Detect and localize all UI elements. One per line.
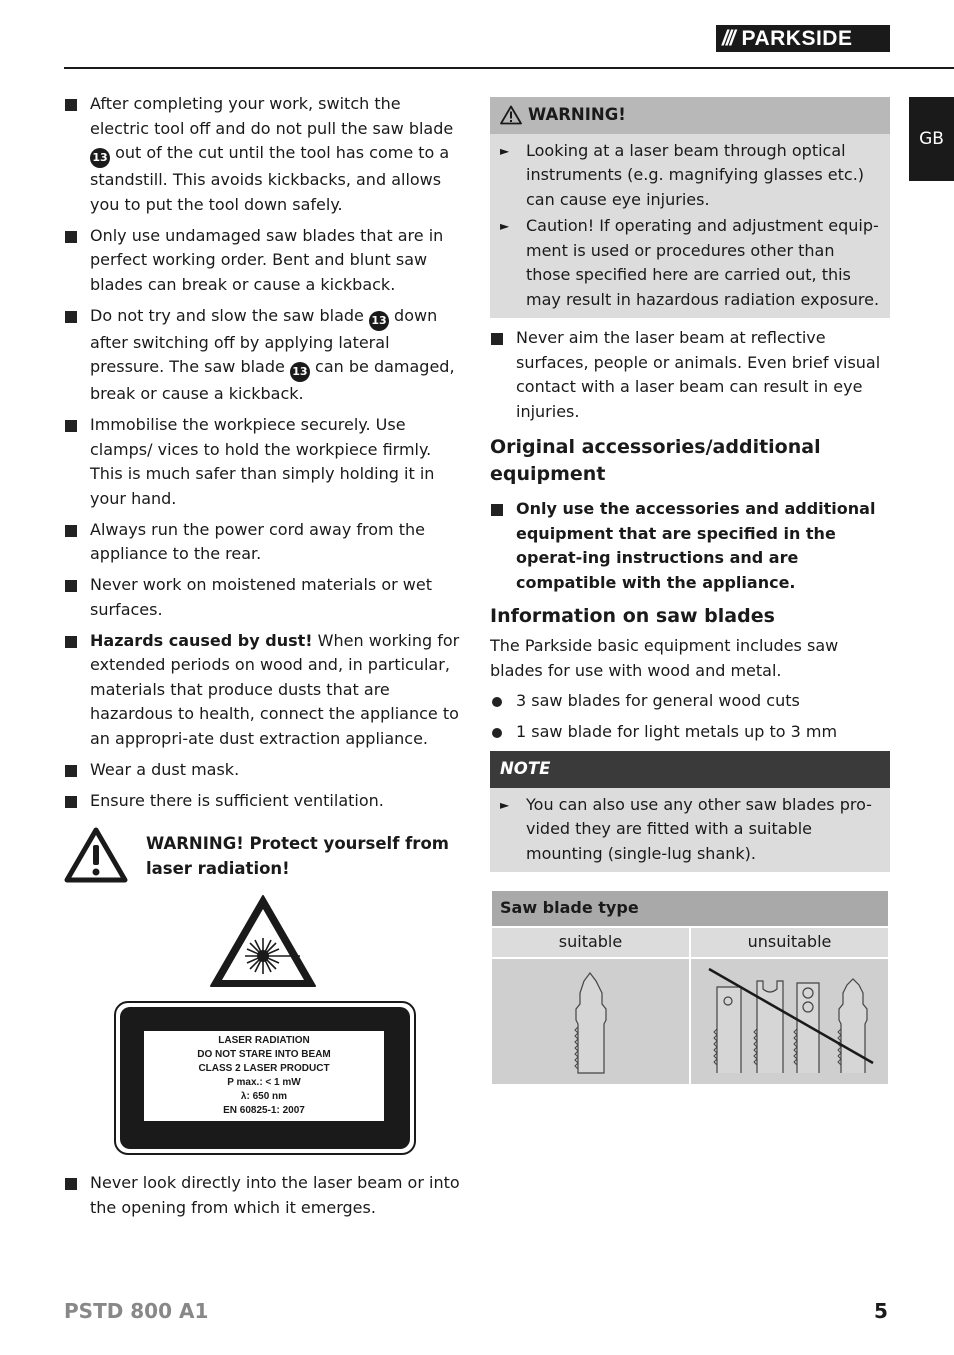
logo-text: PARKSIDE — [741, 26, 853, 50]
arrow-bullet-icon: ► — [500, 797, 510, 812]
bullet-square — [65, 311, 77, 323]
header-rule — [64, 67, 954, 69]
list-item: 1 saw blade for light metals up to 3 mm — [490, 720, 890, 745]
laser-hazard-icon — [208, 893, 318, 989]
warning-box-body — [490, 134, 890, 319]
section-heading: Original accessories/additional equipment — [490, 436, 821, 485]
list-item: Do not try and slow the saw blade 13 down after switching off by applying lateral pressure. The saw blade 13 can be damaged, break or cause a kickback. — [64, 304, 464, 407]
list-item: Wear a dust mask. — [64, 758, 464, 783]
list-item: Ensure there is sufficient ventilation. — [64, 789, 464, 814]
bullet-square — [65, 231, 77, 243]
right-column — [490, 97, 890, 1086]
warning-box-header: WARNING! — [490, 97, 890, 134]
list-item: Only use the accessories and additional equipment that are specified in the operat-ing instructions and are compatible with the appliance. — [490, 497, 890, 595]
arrow-bullet-icon: ► — [500, 143, 510, 158]
page-number: 5 — [874, 1299, 888, 1323]
bullet-dot — [492, 728, 502, 738]
saw-blade-table — [490, 889, 890, 1086]
note-box — [490, 751, 890, 872]
warning-list-item: ► Caution! If operating and adjustment equip-ment is used or procedures other than those specified here are carried out, this may result in hazardous radiation exposure. — [500, 216, 880, 309]
unsuitable-blades-icon — [691, 959, 887, 1076]
language-tab: GB — [909, 97, 954, 181]
list-item: Hazards caused by dust! When working for extended periods on wood and, in particular, materials that produce dusts that are hazardous to health, connect the appliance to an appropri-ate dust extraction appliance. — [64, 629, 464, 752]
list-item: After completing your work, switch the electric tool off and do not pull the saw blade 13 out of the cut until the tool has come to a standstill. This avoids kickbacks, and allows you to put the tool down safely. — [64, 92, 464, 217]
model-number: PSTD 800 A1 — [64, 1299, 209, 1323]
list-item: Never aim the laser beam at reflective surfaces, people or animals. Even brief visual contact with a laser beam can result in eye injuries. — [490, 326, 890, 424]
bullet-square — [491, 504, 503, 516]
note-list-item: ► You can also use any other saw blades pro-vided they are fitted with a suitable mounting (single-lug shank). — [500, 794, 872, 863]
column-label-suitable: suitable — [492, 928, 689, 957]
list-item: Never work on moistened materials or wet surfaces. — [64, 573, 464, 622]
intro-paragraph: The Parkside basic equipment includes saw blades for use with wood and metal. — [490, 636, 839, 680]
suitable-blade-icon — [492, 959, 688, 1076]
suitable-blade-image — [492, 959, 689, 1084]
arrow-bullet-icon: ► — [500, 219, 510, 233]
bullet-square — [65, 796, 77, 808]
warning-icon — [500, 105, 522, 125]
unsuitable-blade-image — [691, 959, 888, 1084]
laser-warning-text: WARNING! Protect yourself from laser radiation! — [146, 834, 449, 878]
note-box-header: NOTE — [490, 751, 890, 788]
table-title: Saw blade type — [492, 891, 888, 926]
list-item: Never look directly into the laser beam or into the opening from which it emerges. — [64, 1171, 464, 1220]
parkside-logo — [716, 25, 890, 52]
warning-list-item: ► Looking at a laser beam through optical instruments (e.g. magnifying glasses etc.) can cause eye injuries. — [500, 140, 865, 209]
ref-number-badge: 13 — [369, 311, 389, 331]
left-column — [64, 92, 464, 1227]
ref-number-badge: 13 — [90, 148, 110, 168]
bullet-square — [65, 636, 77, 648]
bullet-square — [491, 333, 503, 345]
bullet-square — [65, 1178, 77, 1190]
bullet-square — [65, 99, 77, 111]
list-item: Immobilise the workpiece securely. Use clamps/ vices to hold the workpiece firmly. This is much safer than simply holding it in your hand. — [64, 413, 464, 511]
column-label-unsuitable: unsuitable — [691, 928, 888, 957]
laser-warning — [64, 827, 464, 885]
bullet-square — [65, 525, 77, 537]
logo-slashes: /// — [722, 26, 734, 50]
label-plate: LASER RADIATION DO NOT STARE INTO BEAM CLASS 2 LASER PRODUCT P max.: < 1 mW λ: 650 nm EN 60825-1: 2007 — [144, 1031, 384, 1121]
list-item: 3 saw blades for general wood cuts — [490, 689, 890, 714]
section-heading: Information on saw blades — [490, 605, 775, 627]
note-box-body — [490, 788, 890, 873]
bullet-dot — [492, 697, 502, 707]
bullet-square — [65, 765, 77, 777]
laser-product-label — [114, 1001, 416, 1155]
warning-triangle-icon — [64, 827, 128, 883]
bullet-square — [65, 580, 77, 592]
list-item: Only use undamaged saw blades that are in perfect working order. Bent and blunt saw blades can break or cause a kickback. — [64, 224, 464, 298]
bullet-square — [65, 420, 77, 432]
list-item: Always run the power cord away from the appliance to the rear. — [64, 518, 464, 567]
ref-number-badge: 13 — [290, 362, 310, 382]
warning-box — [490, 97, 890, 318]
